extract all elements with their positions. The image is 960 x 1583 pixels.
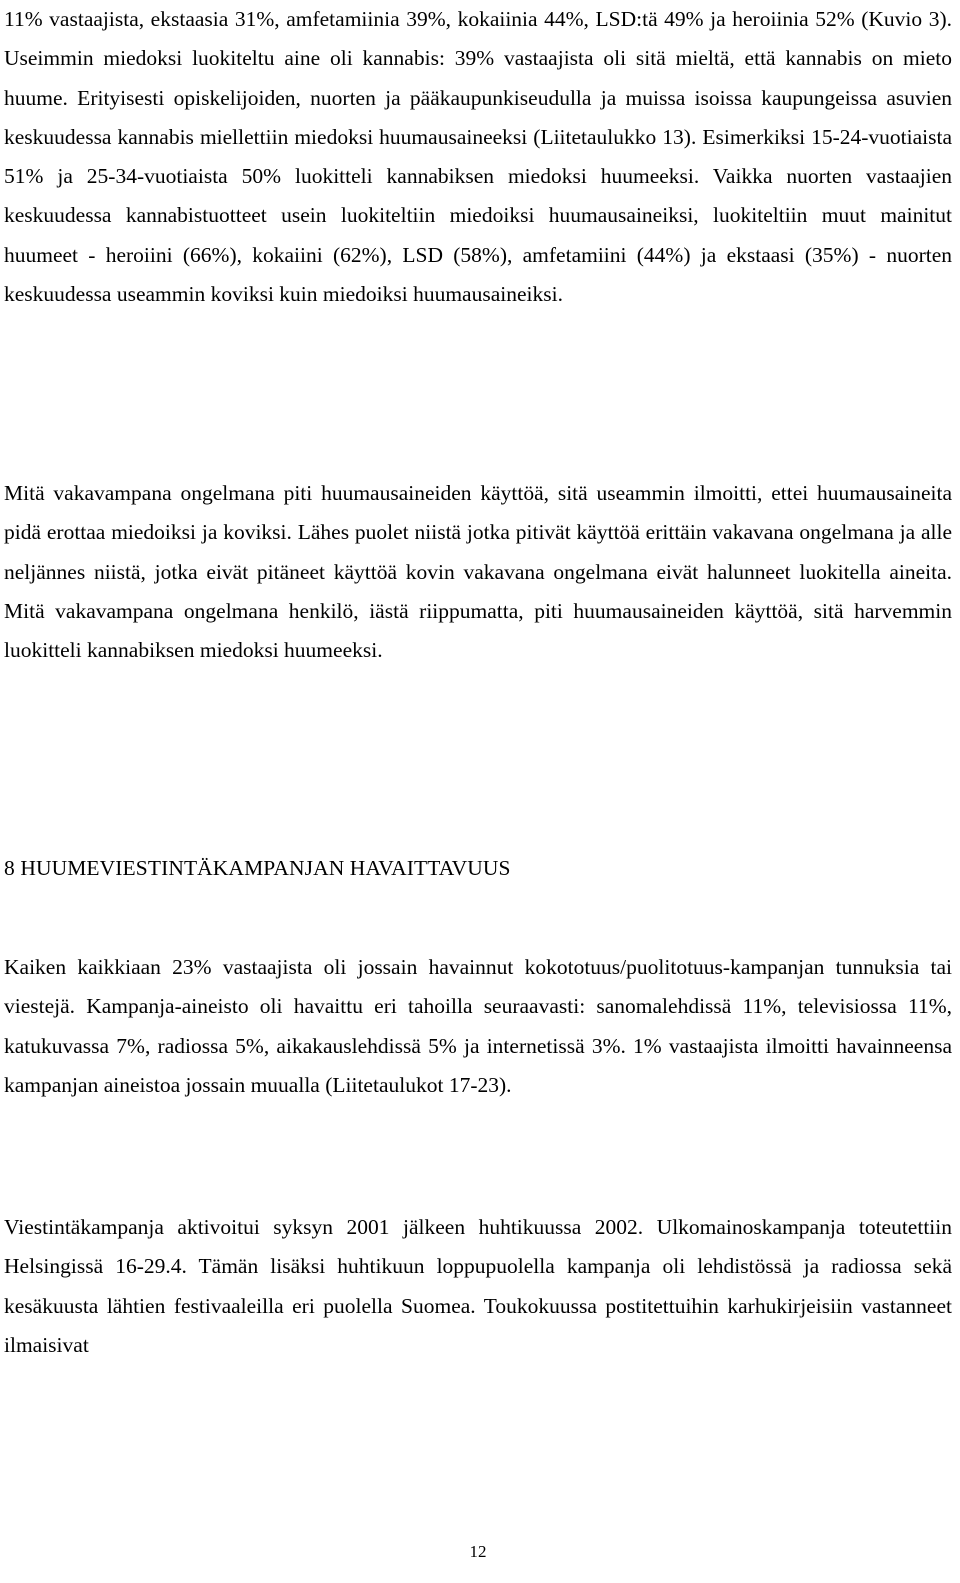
paragraph-problem-severity: Mitä vakavampana ongelmana piti huumausaineiden käyttöä, sitä useammin ilmoitti, ettei huumausaineita pidä erottaa miedoiksi ja koviksi. Lähes puolet niistä jotka pitivät käyttöä erittäin vakavana ongelmana ja alle neljännes niistä, jotka eivät pitäneet käyttöä kovin vakavana ongelmana eivät halunneet luokitella aineita. Mitä vakavampana ongelmana henkilö, iästä riippumatta, piti huumausaineiden käyttöä, sitä harvemmin luokitteli kannabiksen miedoksi huumeeksi.	[4, 481, 952, 663]
section-heading: 8 HUUMEVIESTINTÄKAMPANJAN HAVAITTAVUUS	[4, 856, 511, 880]
paragraph-campaign-timeline: Viestintäkampanja aktivoitui syksyn 2001 jälkeen huhtikuussa 2002. Ulkomainoskampanja toteutettiin Helsingissä 16-29.4. Tämän lisäksi huhtikuun loppupuolella kampanja oli lehdistössä ja radiossa sekä kesäkuusta lähtien festivaaleilla eri puolella Suomea. Toukokuussa postitettuihin karhukirjeisiin vastanneet ilmaisivat	[4, 1215, 952, 1357]
paragraph-drug-classification: 11% vastaajista, ekstaasia 31%, amfetamiinia 39%, kokaiinia 44%, LSD:tä 49% ja heroiinia 52% (Kuvio 3). Useimmin miedoksi luokiteltu aine oli kannabis: 39% vastaajista oli sitä mieltä, että kannabis on mieto huume. Erityisesti opiskelijoiden, nuorten ja pääkaupunkiseudulla ja muissa isoissa kaupungeissa asuvien keskuudessa kannabis miellettiin miedoksi huumausaineeksi (Liitetaulukko 13). Esimerkiksi 15-24-vuotiaista 51% ja 25-34-vuotiaista 50% luokitteli kannabiksen miedoksi huumeeksi. Vaikka nuorten vastaajien keskuudessa kannabistuotteet usein luokiteltiin miedoiksi huumausaineiksi, luokiteltiin muut mainitut huumeet - heroiini (66%), kokaiini (62%), LSD (58%), amfetamiini (44%) ja ekstaasi (35%) - nuorten keskuudessa useammin koviksi kuin miedoiksi huumausaineiksi.	[4, 7, 952, 307]
paragraph-campaign-awareness: Kaiken kaikkiaan 23% vastaajista oli jossain havainnut kokototuus/puolitotuus-kampanjan tunnuksia tai viestejä. Kampanja-aineisto oli havaittu eri tahoilla seuraavasti: sanomalehdissä 11%, televisiossa 11%, katukuvassa 7%, radiossa 5%, aikakauslehdissä 5% ja internetissä 3%. 1% vastaajista ilmoitti havainneensa kampanjan aineistoa jossain muualla (Liitetaulukot 17-23).	[4, 955, 952, 1097]
page-number: 12	[469, 1542, 487, 1561]
